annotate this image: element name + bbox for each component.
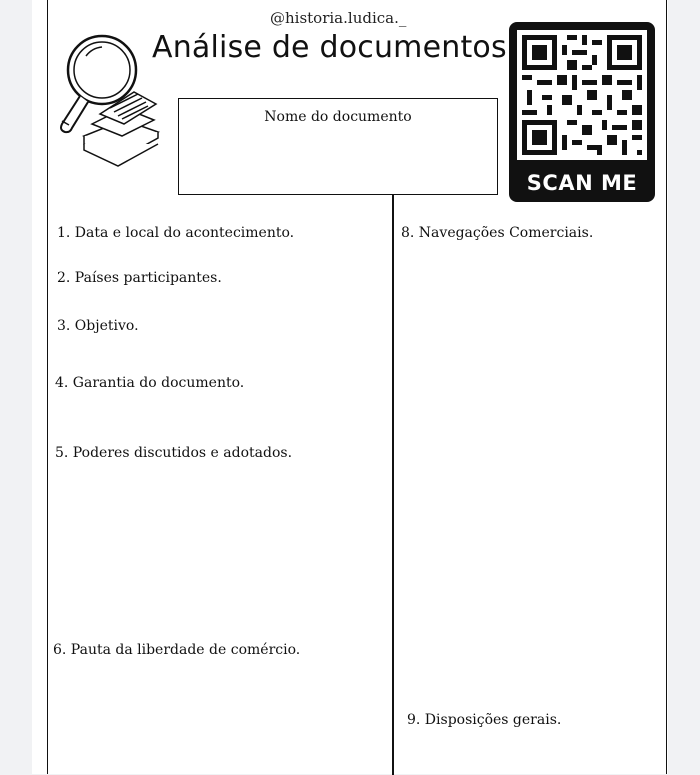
- qr-code-icon: [517, 30, 647, 160]
- column-divider: [392, 195, 394, 775]
- qr-caption: SCAN ME: [526, 171, 638, 195]
- question-5: 5. Poderes discutidos e adotados.: [55, 445, 293, 461]
- question-4: 4. Garantia do documento.: [55, 375, 245, 391]
- question-1: 1. Data e local do acontecimento.: [57, 225, 295, 241]
- question-8: 8. Navegações Comerciais.: [401, 225, 594, 241]
- question-2: 2. Países participantes.: [57, 270, 222, 286]
- question-6: 6. Pauta da liberdade de comércio.: [53, 642, 301, 658]
- document-name-label: Nome do documento: [264, 109, 412, 125]
- page-title: Análise de documentos: [152, 30, 507, 65]
- question-9: 9. Disposições gerais.: [407, 712, 562, 728]
- question-3: 3. Objetivo.: [57, 318, 139, 334]
- document-name-box[interactable]: [178, 98, 498, 195]
- qr-code-block[interactable]: [509, 22, 655, 202]
- author-handle: @historia.ludica._: [270, 9, 407, 27]
